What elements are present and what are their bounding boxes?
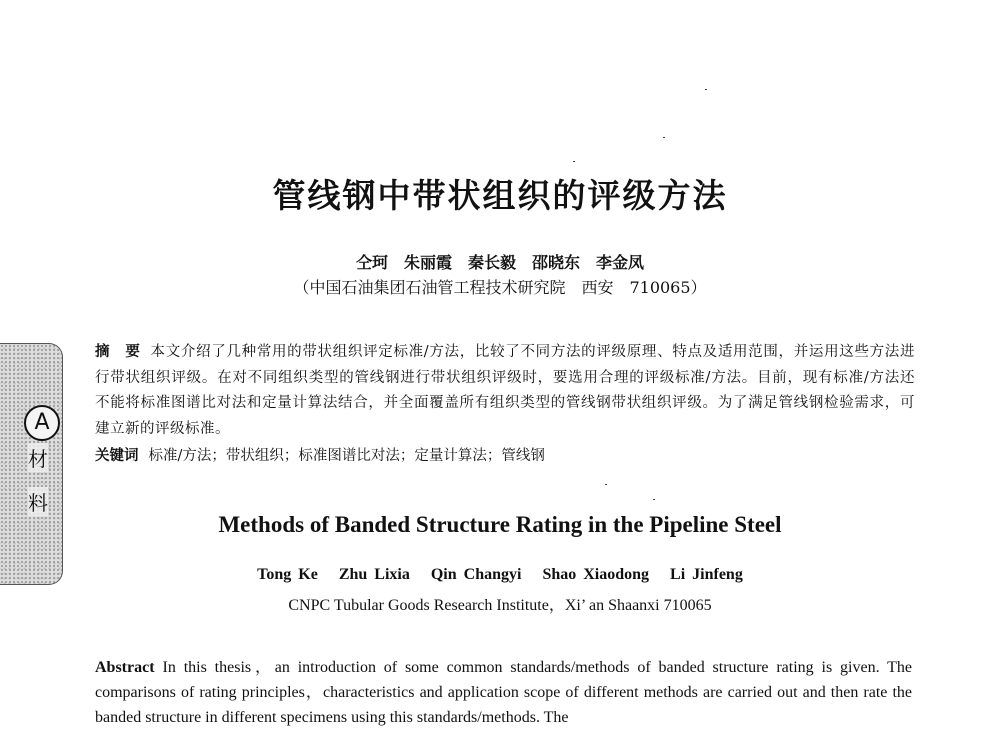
affiliation-en: CNPC Tubular Goods Research Institute，Xi’ an Shaanxi 710065	[288, 597, 712, 614]
abstract-en-text: In this thesis，an introduction of some common standards/methods of banded structure rating is given. The comparisons of rating principles，characteristics and application scope of different methods are carried out and then rate the banded structure in different specimens using this standards/methods. The	[95, 659, 912, 726]
paper-title-cn: 管线钢中带状组织的评级方法	[272, 176, 728, 215]
author-en: Zhu Lixia	[338, 566, 410, 583]
scan-speck	[663, 137, 665, 138]
author-en: Tong Ke	[257, 566, 318, 583]
author-en: Qin Changyi	[430, 566, 522, 583]
affiliation-cn: （中国石油集团石油管工程技术研究院 西安 710065）	[293, 278, 707, 297]
paper-title-en: Methods of Banded Structure Rating in the Pipeline Steel	[218, 512, 782, 537]
abstract-en-label: Abstract	[95, 659, 155, 676]
abstract-en	[95, 655, 912, 730]
scan-speck	[705, 89, 707, 90]
abstract-cn-text: 本文介绍了几种常用的带状组织评定标准/方法，比较了不同方法的评级原理、特点及适用范围，并运用这些方法进行带状组织评级。在对不同组织类型的管线钢进行带状组织评级时，要选用合理的评级标准/方法。目前，现有标准/方法还不能将标准图谱比对法和定量计算法结合，并全面覆盖所有组织类型的管线钢带状组织评级。为了满足管线钢检验需求，可建立新的评级标准。	[95, 344, 915, 437]
section-letter-badge: A	[24, 405, 60, 441]
section-char-2: 料	[28, 487, 48, 516]
abstract-cn-label: 摘 要	[95, 344, 141, 360]
author-en: Shao Xiaodong	[542, 566, 650, 583]
keywords-cn-text: 标准/方法；带状组织；标准图谱比对法；定量计算法；管线钢	[148, 448, 545, 464]
author-en: Li Jinfeng	[670, 566, 743, 583]
keywords-cn-label: 关键词	[95, 448, 139, 464]
keywords-cn	[95, 444, 915, 465]
abstract-cn	[95, 340, 915, 442]
scan-speck	[605, 484, 607, 485]
scan-speck	[573, 161, 575, 162]
authors-en	[0, 566, 1000, 584]
authors-cn: 仝珂 朱丽霞 秦长毅 邵晓东 李金凤	[355, 253, 644, 272]
scan-speck	[653, 499, 655, 500]
section-char-1: 材	[28, 443, 48, 472]
